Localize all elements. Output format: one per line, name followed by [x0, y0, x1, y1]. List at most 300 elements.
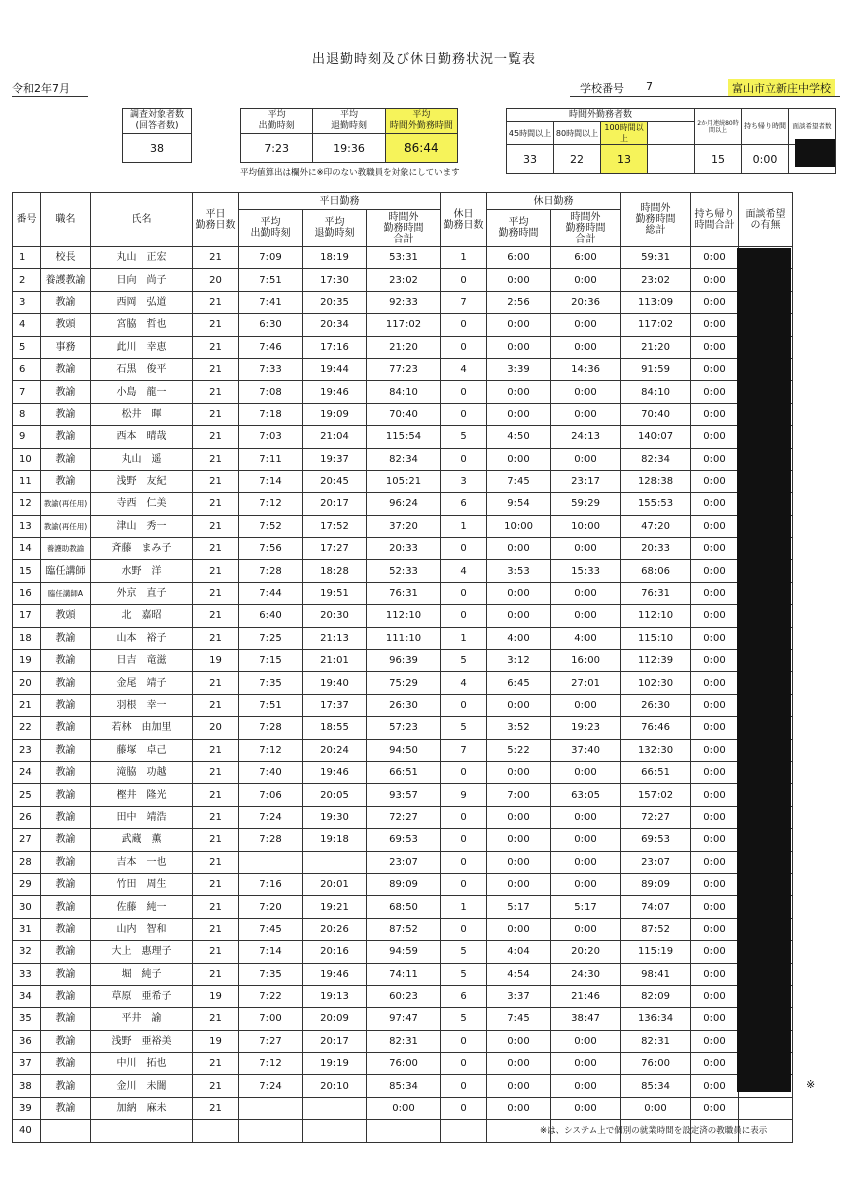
cell-holiday-time: 7:45	[487, 1008, 551, 1030]
cell-weekday-days: 21	[193, 941, 239, 963]
cell-holiday-overtime: 27:01	[551, 672, 621, 694]
cell-weekday-in: 7:03	[239, 426, 303, 448]
cell-name: 丸山 遥	[91, 448, 193, 470]
cell-holiday-days: 6	[441, 493, 487, 515]
cell-holiday-days: 4	[441, 672, 487, 694]
table-row	[13, 448, 793, 470]
cell-role: 教諭	[41, 851, 91, 873]
cell-weekday-overtime: 26:30	[367, 694, 441, 716]
cell-takehome: 0:00	[691, 851, 739, 873]
cell-holiday-time: 0:00	[487, 873, 551, 895]
cell-weekday-out	[303, 851, 367, 873]
cell-weekday-out: 20:17	[303, 1030, 367, 1052]
header-weekday-overtime: 時間外 勤務時間 合計	[367, 210, 441, 247]
cell-weekday-overtime: 70:40	[367, 403, 441, 425]
cell-weekday-out: 20:30	[303, 605, 367, 627]
cell-overtime-total: 98:41	[621, 963, 691, 985]
cell-holiday-overtime: 24:30	[551, 963, 621, 985]
table-row	[13, 314, 793, 336]
table-row	[13, 627, 793, 649]
table-row	[13, 739, 793, 761]
cell-name: 堀 純子	[91, 963, 193, 985]
cell-weekday-out: 19:37	[303, 448, 367, 470]
summary-avg-out: 19:36	[313, 134, 385, 163]
cell-holiday-days: 0	[441, 1075, 487, 1097]
cell-weekday-in	[239, 1120, 303, 1142]
cell-no: 1	[13, 247, 41, 269]
cell-takehome: 0:00	[691, 269, 739, 291]
cell-weekday-in: 7:25	[239, 627, 303, 649]
cell-weekday-overtime: 94:50	[367, 739, 441, 761]
cell-holiday-time: 7:45	[487, 470, 551, 492]
cell-weekday-out	[303, 1120, 367, 1142]
cell-holiday-days: 5	[441, 1008, 487, 1030]
table-row	[13, 717, 793, 739]
cell-weekday-overtime: 0:00	[367, 1097, 441, 1119]
cell-weekday-days: 19	[193, 1030, 239, 1052]
cell-weekday-days: 21	[193, 739, 239, 761]
cell-name: 津山 秀一	[91, 515, 193, 537]
table-row	[13, 1008, 793, 1030]
cell-holiday-days: 5	[441, 650, 487, 672]
cell-holiday-overtime: 0:00	[551, 1075, 621, 1097]
cell-takehome: 0:00	[691, 515, 739, 537]
cell-weekday-in: 6:40	[239, 605, 303, 627]
cell-role: 養護教諭	[41, 269, 91, 291]
cell-holiday-overtime: 63:05	[551, 784, 621, 806]
cell-weekday-out: 19:44	[303, 358, 367, 380]
cell-role: 教諭	[41, 941, 91, 963]
cell-holiday-overtime: 0:00	[551, 582, 621, 604]
cell-weekday-overtime: 23:02	[367, 269, 441, 291]
cell-no: 37	[13, 1053, 41, 1075]
cell-weekday-overtime: 93:57	[367, 784, 441, 806]
cell-name: 寺西 仁美	[91, 493, 193, 515]
cell-weekday-days	[193, 1120, 239, 1142]
cell-overtime-total: 66:51	[621, 761, 691, 783]
cell-overtime-total: 89:09	[621, 873, 691, 895]
cell-holiday-time: 0:00	[487, 851, 551, 873]
cell-weekday-days: 21	[193, 694, 239, 716]
cell-weekday-out: 17:37	[303, 694, 367, 716]
cell-weekday-overtime: 74:11	[367, 963, 441, 985]
cell-weekday-out: 21:04	[303, 426, 367, 448]
cell-holiday-time: 7:00	[487, 784, 551, 806]
table-row	[13, 851, 793, 873]
cell-takehome: 0:00	[691, 963, 739, 985]
cell-takehome: 0:00	[691, 739, 739, 761]
cell-weekday-overtime: 89:09	[367, 873, 441, 895]
cell-takehome: 0:00	[691, 941, 739, 963]
cell-holiday-time: 3:52	[487, 717, 551, 739]
cell-weekday-in: 7:28	[239, 829, 303, 851]
cell-no: 31	[13, 918, 41, 940]
cell-holiday-days: 7	[441, 739, 487, 761]
cell-holiday-overtime: 0:00	[551, 829, 621, 851]
summary-avg-ot: 86:44	[385, 134, 457, 163]
cell-overtime-total: 82:31	[621, 1030, 691, 1052]
cell-no: 9	[13, 426, 41, 448]
cell-role: 教諭	[41, 918, 91, 940]
cell-overtime-total: 23:07	[621, 851, 691, 873]
summary-100h: 13	[601, 145, 648, 174]
cell-weekday-out: 20:16	[303, 941, 367, 963]
cell-holiday-days: 1	[441, 896, 487, 918]
cell-holiday-days: 5	[441, 963, 487, 985]
cell-holiday-days: 0	[441, 582, 487, 604]
cell-name: 西本 晴哉	[91, 426, 193, 448]
cell-holiday-days: 0	[441, 403, 487, 425]
cell-no: 38	[13, 1075, 41, 1097]
cell-name: 金川 未闇	[91, 1075, 193, 1097]
cell-weekday-out: 18:55	[303, 717, 367, 739]
cell-weekday-days: 21	[193, 873, 239, 895]
cell-no: 8	[13, 403, 41, 425]
cell-overtime-total: 20:33	[621, 538, 691, 560]
cell-takehome: 0:00	[691, 784, 739, 806]
cell-no: 23	[13, 739, 41, 761]
cell-holiday-days: 6	[441, 985, 487, 1007]
table-row	[13, 1097, 793, 1119]
cell-weekday-days: 21	[193, 358, 239, 380]
cell-weekday-in: 7:06	[239, 784, 303, 806]
cell-takehome: 0:00	[691, 314, 739, 336]
cell-weekday-out: 19:30	[303, 806, 367, 828]
cell-holiday-days: 0	[441, 269, 487, 291]
cell-overtime-total: 82:09	[621, 985, 691, 1007]
cell-holiday-time: 2:56	[487, 291, 551, 313]
cell-weekday-days: 21	[193, 1075, 239, 1097]
cell-takehome: 0:00	[691, 560, 739, 582]
cell-holiday-time: 6:00	[487, 247, 551, 269]
summary-target-value: 38	[123, 134, 192, 163]
cell-weekday-overtime: 66:51	[367, 761, 441, 783]
cell-no: 10	[13, 448, 41, 470]
cell-weekday-overtime: 85:34	[367, 1075, 441, 1097]
cell-weekday-out: 21:01	[303, 650, 367, 672]
cell-overtime-total: 132:30	[621, 739, 691, 761]
cell-holiday-time: 0:00	[487, 1097, 551, 1119]
cell-takehome: 0:00	[691, 873, 739, 895]
cell-no: 6	[13, 358, 41, 380]
cell-no: 40	[13, 1120, 41, 1142]
summary-2month-label: 2か月連続80時間以上	[695, 109, 742, 145]
cell-holiday-overtime: 0:00	[551, 1097, 621, 1119]
cell-weekday-overtime: 23:07	[367, 851, 441, 873]
header-no: 番号	[13, 193, 41, 247]
cell-holiday-time: 0:00	[487, 1075, 551, 1097]
table-row	[13, 806, 793, 828]
cell-holiday-overtime: 20:36	[551, 291, 621, 313]
cell-holiday-overtime: 19:23	[551, 717, 621, 739]
cell-holiday-overtime: 0:00	[551, 269, 621, 291]
cell-name: 樫井 隆光	[91, 784, 193, 806]
cell-role: 教諭	[41, 426, 91, 448]
cell-weekday-in: 7:15	[239, 650, 303, 672]
table-row	[13, 985, 793, 1007]
cell-role: 教諭	[41, 963, 91, 985]
cell-role: 教諭	[41, 717, 91, 739]
cell-no: 30	[13, 896, 41, 918]
cell-holiday-days: 1	[441, 247, 487, 269]
cell-name: 外京 直子	[91, 582, 193, 604]
cell-holiday-overtime: 23:17	[551, 470, 621, 492]
table-row	[13, 403, 793, 425]
table-row	[13, 515, 793, 537]
cell-holiday-time: 3:37	[487, 985, 551, 1007]
cell-role: 教諭	[41, 739, 91, 761]
cell-role: 教諭	[41, 1097, 91, 1119]
cell-weekday-days: 21	[193, 1008, 239, 1030]
cell-weekday-out: 20:34	[303, 314, 367, 336]
cell-weekday-out: 19:46	[303, 963, 367, 985]
cell-name: 浅野 亜裕美	[91, 1030, 193, 1052]
summary-average-box	[240, 108, 458, 163]
cell-role: 教諭	[41, 873, 91, 895]
cell-weekday-out: 17:16	[303, 336, 367, 358]
summary-avg-out-label: 平均 退勤時刻	[313, 109, 385, 134]
cell-overtime-total: 87:52	[621, 918, 691, 940]
cell-holiday-days: 0	[441, 605, 487, 627]
cell-holiday-days: 0	[441, 918, 487, 940]
cell-weekday-in: 7:12	[239, 739, 303, 761]
table-row	[13, 829, 793, 851]
cell-weekday-out: 18:19	[303, 247, 367, 269]
cell-weekday-days: 21	[193, 426, 239, 448]
cell-overtime-total: 117:02	[621, 314, 691, 336]
cell-weekday-out: 19:40	[303, 672, 367, 694]
cell-holiday-time: 0:00	[487, 381, 551, 403]
summary-empty-cell	[648, 145, 695, 174]
cell-overtime-total: 140:07	[621, 426, 691, 448]
cell-weekday-in: 7:00	[239, 1008, 303, 1030]
cell-holiday-time: 0:00	[487, 582, 551, 604]
table-row	[13, 918, 793, 940]
cell-holiday-time: 4:00	[487, 627, 551, 649]
attendance-table	[12, 192, 793, 1143]
summary-45h: 33	[507, 145, 554, 174]
cell-takehome: 0:00	[691, 896, 739, 918]
header-takehome: 持ち帰り 時間合計	[691, 193, 739, 247]
cell-role: 教諭	[41, 403, 91, 425]
school-number-label: 学校番号	[580, 82, 624, 95]
cell-no: 19	[13, 650, 41, 672]
cell-weekday-out: 20:26	[303, 918, 367, 940]
cell-overtime-total: 21:20	[621, 336, 691, 358]
cell-name: 羽根 幸一	[91, 694, 193, 716]
cell-holiday-overtime: 0:00	[551, 605, 621, 627]
cell-takehome: 0:00	[691, 985, 739, 1007]
cell-role: 教諭	[41, 672, 91, 694]
cell-holiday-overtime: 0:00	[551, 538, 621, 560]
table-row	[13, 269, 793, 291]
table-row	[13, 1030, 793, 1052]
table-row	[13, 381, 793, 403]
cell-weekday-days: 21	[193, 493, 239, 515]
cell-no: 21	[13, 694, 41, 716]
cell-overtime-total: 70:40	[621, 403, 691, 425]
table-row	[13, 963, 793, 985]
cell-weekday-in: 7:44	[239, 582, 303, 604]
table-row	[13, 426, 793, 448]
cell-takehome: 0:00	[691, 627, 739, 649]
cell-holiday-overtime: 0:00	[551, 1053, 621, 1075]
cell-weekday-days: 21	[193, 1097, 239, 1119]
cell-name: 若林 由加里	[91, 717, 193, 739]
cell-weekday-out: 19:51	[303, 582, 367, 604]
cell-weekday-overtime: 21:20	[367, 336, 441, 358]
cell-takehome: 0:00	[691, 358, 739, 380]
cell-holiday-days: 0	[441, 381, 487, 403]
cell-holiday-overtime: 21:46	[551, 985, 621, 1007]
header-holiday: 休日勤務	[487, 193, 621, 210]
cell-overtime-total: 113:09	[621, 291, 691, 313]
cell-holiday-time: 4:54	[487, 963, 551, 985]
header-interview: 面談希望 の有無	[739, 193, 793, 247]
cell-holiday-overtime: 59:29	[551, 493, 621, 515]
cell-name: 竹田 周生	[91, 873, 193, 895]
cell-weekday-out: 19:21	[303, 896, 367, 918]
cell-role: 教諭	[41, 806, 91, 828]
cell-weekday-out: 20:45	[303, 470, 367, 492]
cell-role: 教諭	[41, 448, 91, 470]
cell-role: 臨任講師	[41, 560, 91, 582]
cell-weekday-in: 7:56	[239, 538, 303, 560]
summary-interview-label: 面談希望者数	[789, 109, 836, 145]
cell-takehome: 0:00	[691, 605, 739, 627]
cell-name: 山本 裕子	[91, 627, 193, 649]
document-title: 出退勤時刻及び休日勤務状況一覧表	[311, 52, 536, 67]
header-holiday-time: 平均 勤務時間	[487, 210, 551, 247]
cell-overtime-total: 91:59	[621, 358, 691, 380]
table-row	[13, 672, 793, 694]
header-holiday-overtime: 時間外 勤務時間 合計	[551, 210, 621, 247]
cell-role: 養護助教諭	[41, 538, 91, 560]
cell-name: 斉藤 まみ子	[91, 538, 193, 560]
cell-interview	[739, 1097, 793, 1119]
cell-weekday-days: 21	[193, 314, 239, 336]
cell-weekday-days: 21	[193, 605, 239, 627]
cell-weekday-days: 21	[193, 381, 239, 403]
cell-weekday-days: 21	[193, 291, 239, 313]
header-weekday: 平日勤務	[239, 193, 441, 210]
cell-name: 武蔵 薫	[91, 829, 193, 851]
cell-holiday-days: 1	[441, 627, 487, 649]
cell-holiday-time: 0:00	[487, 605, 551, 627]
cell-holiday-days: 0	[441, 448, 487, 470]
cell-weekday-in: 7:35	[239, 672, 303, 694]
cell-role: 教諭	[41, 896, 91, 918]
cell-weekday-in: 7:16	[239, 873, 303, 895]
cell-overtime-total: 68:06	[621, 560, 691, 582]
cell-weekday-overtime: 105:21	[367, 470, 441, 492]
cell-holiday-overtime: 24:13	[551, 426, 621, 448]
cell-weekday-days: 21	[193, 403, 239, 425]
cell-holiday-overtime: 0:00	[551, 336, 621, 358]
cell-no: 25	[13, 784, 41, 806]
redaction-block	[795, 139, 835, 167]
summary-avg-ot-label: 平均 時間外勤務時間	[385, 109, 457, 134]
summary-avg-in-label: 平均 出勤時刻	[241, 109, 313, 134]
cell-role: 事務	[41, 336, 91, 358]
header-weekday-days: 平日 勤務日数	[193, 193, 239, 247]
table-row	[13, 493, 793, 515]
cell-weekday-overtime: 20:33	[367, 538, 441, 560]
header-overtime-total: 時間外 勤務時間 総計	[621, 193, 691, 247]
footnote-mark: ※	[806, 1078, 816, 1091]
cell-weekday-overtime: 92:33	[367, 291, 441, 313]
cell-no: 33	[13, 963, 41, 985]
cell-takehome: 0:00	[691, 806, 739, 828]
cell-weekday-days: 21	[193, 672, 239, 694]
cell-weekday-overtime: 76:31	[367, 582, 441, 604]
cell-holiday-time: 0:00	[487, 448, 551, 470]
cell-holiday-days: 0	[441, 336, 487, 358]
cell-holiday-days: 5	[441, 426, 487, 448]
cell-weekday-days: 21	[193, 538, 239, 560]
cell-weekday-in: 7:20	[239, 896, 303, 918]
cell-name: 小島 龍一	[91, 381, 193, 403]
cell-holiday-days: 0	[441, 761, 487, 783]
cell-weekday-overtime: 82:31	[367, 1030, 441, 1052]
cell-weekday-out: 17:30	[303, 269, 367, 291]
school-number: 7	[646, 80, 653, 93]
table-row	[13, 560, 793, 582]
cell-weekday-days: 20	[193, 269, 239, 291]
cell-weekday-overtime: 87:52	[367, 918, 441, 940]
report-date: 令和2年7月	[12, 80, 88, 97]
cell-role: 教諭	[41, 829, 91, 851]
cell-no: 28	[13, 851, 41, 873]
summary-overtime-box	[506, 108, 836, 174]
cell-holiday-overtime: 0:00	[551, 873, 621, 895]
cell-weekday-days: 21	[193, 918, 239, 940]
summary-target-label: 調査対象者数 (回答者数)	[123, 109, 192, 134]
cell-weekday-overtime: 75:29	[367, 672, 441, 694]
cell-overtime-total: 69:53	[621, 829, 691, 851]
cell-weekday-overtime: 37:20	[367, 515, 441, 537]
cell-no: 20	[13, 672, 41, 694]
cell-holiday-days: 0	[441, 829, 487, 851]
table-body	[13, 247, 793, 1143]
cell-weekday-days: 21	[193, 448, 239, 470]
cell-holiday-days: 0	[441, 538, 487, 560]
divider	[570, 96, 840, 97]
cell-takehome: 0:00	[691, 448, 739, 470]
cell-weekday-overtime: 60:23	[367, 985, 441, 1007]
cell-weekday-days: 21	[193, 515, 239, 537]
cell-overtime-total: 76:00	[621, 1053, 691, 1075]
cell-name: 宮脇 哲也	[91, 314, 193, 336]
cell-weekday-in: 7:28	[239, 717, 303, 739]
cell-role	[41, 1120, 91, 1142]
cell-takehome: 0:00	[691, 381, 739, 403]
cell-takehome: 0:00	[691, 761, 739, 783]
cell-weekday-in: 7:28	[239, 560, 303, 582]
cell-name: 此川 幸恵	[91, 336, 193, 358]
cell-weekday-out: 19:46	[303, 761, 367, 783]
cell-weekday-out: 20:17	[303, 493, 367, 515]
cell-weekday-in	[239, 851, 303, 873]
cell-weekday-in	[239, 1097, 303, 1119]
cell-no: 34	[13, 985, 41, 1007]
cell-takehome: 0:00	[691, 538, 739, 560]
cell-overtime-total: 82:34	[621, 448, 691, 470]
cell-role: 教諭(再任用)	[41, 493, 91, 515]
cell-weekday-out: 20:24	[303, 739, 367, 761]
summary-80h: 22	[554, 145, 601, 174]
cell-takehome: 0:00	[691, 247, 739, 269]
